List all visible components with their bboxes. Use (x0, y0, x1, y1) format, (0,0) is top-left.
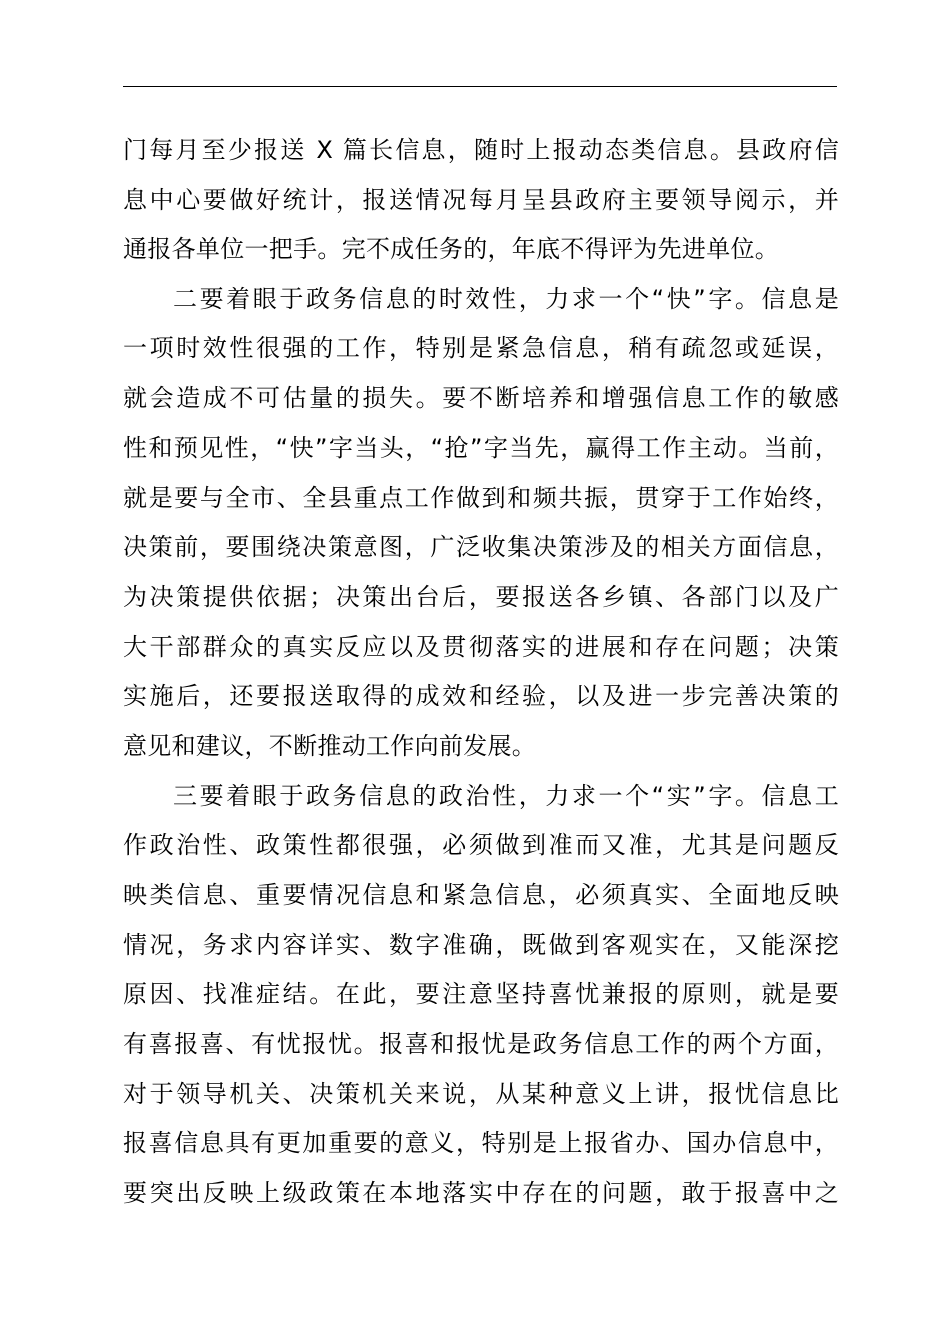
paragraph-start-line: 二要着眼于政务信息的时效性，力求一个“快”字。信息是 (173, 285, 839, 313)
text-line: 要突出反映上级政策在本地落实中存在的问题，敢于报喜中之 (123, 1179, 839, 1207)
text-line: 映类信息、重要情况信息和紧急信息，必须真实、全面地反映 (123, 881, 839, 909)
text-line: 有喜报喜、有忧报忧。报喜和报忧是政务信息工作的两个方面， (123, 1030, 839, 1058)
paragraph-start-line: 三要着眼于政务信息的政治性，力求一个“实”字。信息工 (173, 782, 839, 810)
text-line: 作政治性、政策性都很强，必须做到准而又准，尤其是问题反 (123, 831, 839, 859)
text-line: 一项时效性很强的工作，特别是紧急信息，稍有疏忽或延误， (123, 334, 839, 362)
text-line: 对于领导机关、决策机关来说，从某种意义上讲，报忧信息比 (123, 1080, 839, 1108)
text-line: 通报各单位一把手。完不成任务的，年底不得评为先进单位。 (123, 235, 780, 263)
text-line: 实施后，还要报送取得的成效和经验，以及进一步完善决策的 (123, 682, 839, 710)
text-line: 门每月至少报送 X 篇长信息，随时上报动态类信息。县政府信 (123, 136, 839, 164)
text-line: 决策前，要围绕决策意图，广泛收集决策涉及的相关方面信息， (123, 533, 839, 561)
text-line: 就会造成不可估量的损失。要不断培养和增强信息工作的敏感 (123, 384, 839, 412)
text-line: 就是要与全市、全县重点工作做到和频共振，贯穿于工作始终， (123, 484, 839, 512)
text-line: 性和预见性，“快”字当头，“抢”字当先，赢得工作主动。当前， (123, 434, 839, 462)
text-line: 大干部群众的真实反应以及贯彻落实的进展和存在问题；决策 (123, 633, 839, 661)
text-line: 情况，务求内容详实、数字准确，既做到客观实在，又能深挖 (123, 931, 839, 959)
text-line: 原因、找准症结。在此，要注意坚持喜忧兼报的原则，就是要 (123, 980, 839, 1008)
text-line: 息中心要做好统计，报送情况每月呈县政府主要领导阅示，并 (123, 186, 839, 214)
text-line: 意见和建议，不断推动工作向前发展。 (123, 732, 537, 760)
text-line: 报喜信息具有更加重要的意义，特别是上报省办、国办信息中， (123, 1129, 839, 1157)
text-line: 为决策提供依据；决策出台后，要报送各乡镇、各部门以及广 (123, 583, 839, 611)
